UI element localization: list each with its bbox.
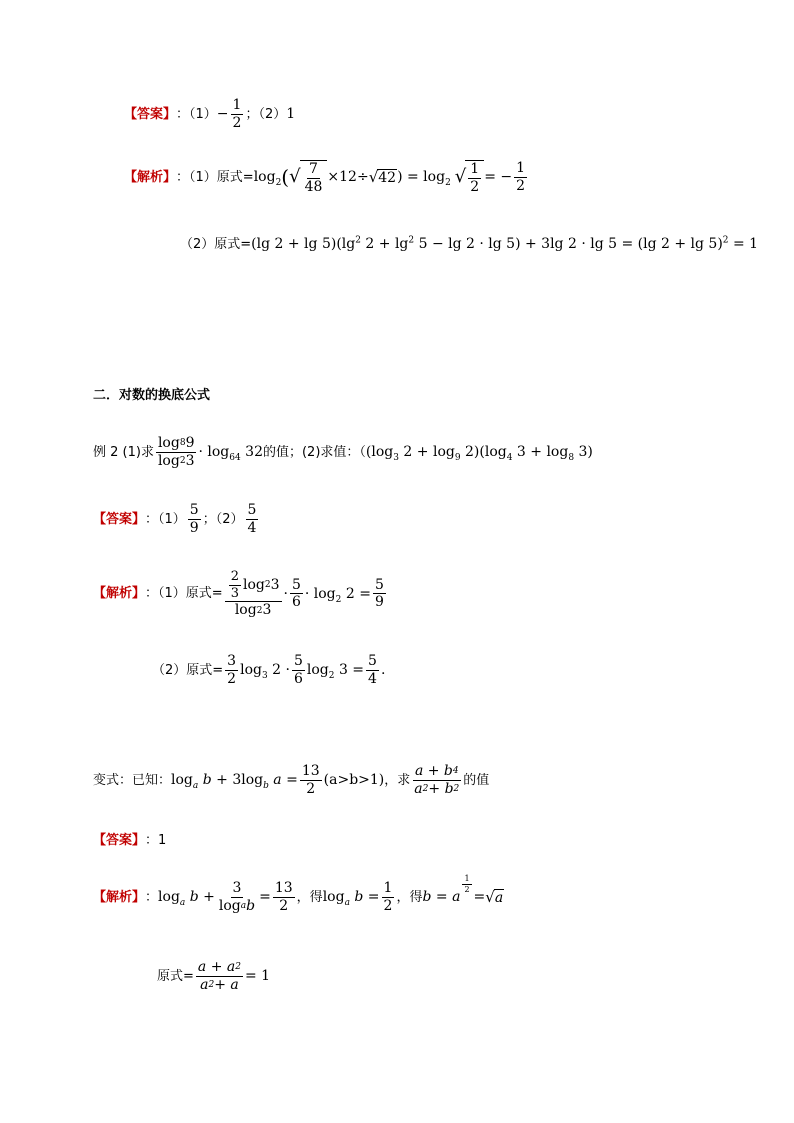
paren-open: ( bbox=[281, 165, 290, 190]
section-title: 二．对数的换底公式 bbox=[93, 388, 211, 403]
log-term: · $\log_2 2$ = bbox=[304, 585, 371, 605]
part2-prefix: （2）原式= bbox=[152, 662, 224, 678]
result-fraction: $\frac{5}{4}$ bbox=[368, 653, 377, 687]
condition: (a>b>1) bbox=[323, 772, 385, 789]
target-fraction: a + b 4 a 2 + b 2 bbox=[414, 763, 460, 797]
final-fraction: a + a 2 a 2 + a bbox=[197, 959, 241, 993]
fraction: $\frac{13}{2}$ bbox=[274, 880, 293, 914]
sqrt-a: √ a bbox=[485, 887, 504, 907]
answer-label: 【答案】 bbox=[124, 106, 177, 122]
variant-analysis-line bbox=[93, 874, 504, 914]
ex1-analysis-part2 bbox=[180, 237, 758, 251]
variant-final-line bbox=[157, 960, 270, 992]
log-term: $\log_a b$ = bbox=[322, 889, 380, 908]
answer-text: ：1 bbox=[145, 833, 167, 848]
ex1-answer-line bbox=[124, 98, 295, 130]
get-text: ，得 bbox=[296, 889, 323, 905]
fraction-denominator: 2 bbox=[232, 114, 242, 131]
answer-label: 【答案】 bbox=[93, 833, 146, 848]
neg-sign: − bbox=[216, 106, 229, 123]
answer-separator: ；（2） bbox=[245, 106, 287, 122]
ex2-analysis-line bbox=[93, 570, 388, 618]
analysis-prefix: ：（1）原式= bbox=[176, 169, 254, 185]
result-fraction: $\frac{1}{2}$ bbox=[516, 160, 526, 194]
fraction-numerator: 1 bbox=[232, 97, 242, 113]
log-term: $\log_3 2$ · bbox=[240, 662, 290, 681]
variant-expr: $\log_a b + 3\log_b$ a = bbox=[171, 772, 298, 791]
question-prefix: 例 2 (1)求 bbox=[93, 444, 154, 460]
log-term: $\log_a b$ + bbox=[158, 889, 215, 908]
log-text: $\log_2$ bbox=[253, 169, 282, 188]
times-text: ×12÷ bbox=[327, 169, 369, 186]
ex2-answer-line bbox=[93, 503, 260, 535]
fraction: $\frac{5}{6}$ bbox=[291, 576, 301, 611]
fraction: 3 log a b bbox=[218, 880, 256, 914]
b-expression: b = a bbox=[422, 889, 461, 906]
equals: = bbox=[473, 889, 486, 906]
analysis-prefix: ：（1）原式= bbox=[145, 586, 223, 602]
question-fraction: log 8 9 log 2 3 bbox=[157, 435, 195, 469]
fraction: $\frac{7}{48}$ bbox=[304, 161, 323, 195]
analysis-label: 【解析】 bbox=[93, 586, 146, 602]
log-text-2: ) = $\log_2$ bbox=[397, 169, 451, 188]
equals-one: = 1 bbox=[244, 968, 271, 985]
sqrt-42: √ 42 bbox=[368, 167, 397, 187]
fraction: $\frac{3}{2}$ bbox=[227, 653, 237, 687]
answer-text: ：（1） bbox=[176, 106, 217, 122]
question-part2: ($\log_3$ $2 + \log_9 2)(\log_4$ $3 + \log_8 3$) bbox=[365, 444, 593, 463]
analysis-label: 【解析】 bbox=[124, 169, 177, 185]
equals-neg: = − bbox=[484, 169, 513, 186]
fraction bbox=[231, 98, 244, 130]
analysis-label: 【解析】 bbox=[93, 889, 146, 905]
variant-question bbox=[93, 764, 489, 796]
question-log: · $\log_{64} 32$ bbox=[198, 444, 263, 463]
equals: = bbox=[259, 889, 271, 906]
answer-separator: ；（2） bbox=[202, 511, 244, 527]
log-term: $\log_2 3$ = bbox=[306, 662, 365, 681]
period: . bbox=[380, 662, 386, 679]
question-suffix: 的值；(2)求值：（ bbox=[262, 444, 366, 460]
fraction: $\frac{13}{2}$ bbox=[301, 763, 320, 797]
sqrt-half: √ $\frac{1}{2}$ bbox=[455, 160, 484, 194]
fraction: $\frac{5}{4}$ bbox=[247, 502, 257, 536]
answer-label: 【答案】 bbox=[93, 511, 146, 527]
fraction: $\frac{5}{6}$ bbox=[293, 653, 303, 687]
get-text: ，得 bbox=[396, 889, 423, 905]
exponent-fraction: $\frac{1}{2}$ bbox=[464, 874, 470, 895]
variant-suffix: 的值 bbox=[463, 772, 490, 788]
answer-value: 1 bbox=[286, 106, 296, 123]
part2-prefix: （2）原式= bbox=[180, 236, 252, 252]
variant-answer-line bbox=[93, 834, 166, 847]
dot: · bbox=[283, 585, 288, 602]
ex1-analysis-line bbox=[124, 160, 529, 194]
part2-expression: (lg $2 + \lg 5)(\lg^2$ $2 + \lg^2 5 - \lg 2 \cdot \lg 5) + 3\lg$ 2 · lg 5 = (lg 2 + lg 5)$^2$ = 1 bbox=[251, 235, 759, 252]
fraction: $\frac{5}{9}$ bbox=[189, 502, 199, 536]
colon: ： bbox=[145, 889, 159, 905]
section-heading bbox=[93, 389, 210, 402]
variant-prefix: 变式：已知： bbox=[93, 772, 172, 788]
variant-mid: ，求 bbox=[384, 772, 411, 788]
ex2-analysis-part2 bbox=[152, 654, 385, 686]
compound-fraction: $\frac{2}{3}$ log 2 3 log 2 3 bbox=[225, 570, 282, 618]
fraction: $\frac{1}{2}$ bbox=[383, 880, 393, 914]
answer-text: ：（1） bbox=[145, 511, 186, 527]
sqrt-expression: √ $\frac{7}{48}$ bbox=[289, 160, 327, 194]
result-fraction: $\frac{5}{9}$ bbox=[374, 576, 384, 611]
ex2-question bbox=[93, 436, 593, 468]
final-prefix: 原式= bbox=[157, 968, 194, 984]
